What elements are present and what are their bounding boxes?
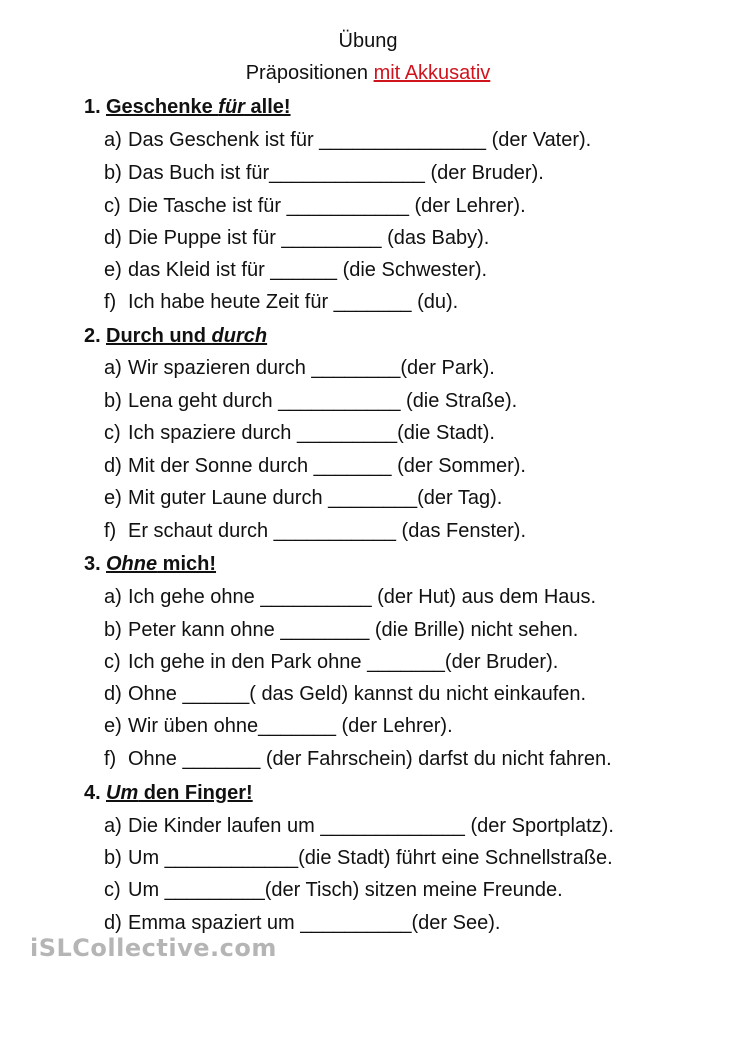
item-text: Ich habe heute Zeit für _______ (du). bbox=[128, 291, 459, 313]
exercise-item bbox=[104, 227, 489, 250]
item-label: c) bbox=[104, 422, 121, 444]
item-label: f) bbox=[104, 291, 117, 313]
section-title-part: mich! bbox=[157, 553, 217, 575]
exercise-item bbox=[104, 651, 558, 674]
item-label: d) bbox=[104, 683, 122, 705]
item-text: Ich gehe in den Park ohne _______(der Bruder). bbox=[128, 651, 559, 673]
item-text: Ohne ______( das Geld) kannst du nicht einkaufen. bbox=[128, 683, 587, 705]
section-title bbox=[106, 325, 267, 347]
item-text: Emma spaziert um __________(der See). bbox=[128, 912, 501, 934]
section-1-heading bbox=[84, 96, 291, 119]
item-label: b) bbox=[104, 619, 122, 641]
item-label: a) bbox=[104, 129, 122, 151]
exercise-item bbox=[104, 683, 586, 706]
section-title bbox=[106, 782, 253, 804]
exercise-item bbox=[104, 520, 526, 543]
exercise-item bbox=[104, 162, 544, 185]
subtitle-prefix: Präpositionen bbox=[245, 62, 374, 84]
exercise-item bbox=[104, 847, 613, 870]
section-title-part: Geschenke bbox=[106, 96, 219, 118]
section-3-heading bbox=[84, 553, 216, 576]
section-title-part: Ohne bbox=[106, 553, 158, 575]
item-text: Das Geschenk ist für _______________ (der Vater). bbox=[128, 129, 592, 151]
item-text: Ohne _______ (der Fahrschein) darfst du nicht fahren. bbox=[128, 748, 612, 770]
exercise-item bbox=[104, 195, 526, 218]
item-label: f) bbox=[104, 748, 117, 770]
section-title-part: Durch und bbox=[106, 325, 212, 347]
item-text: Lena geht durch ___________ (die Straße). bbox=[128, 390, 518, 412]
exercise-item bbox=[104, 259, 487, 282]
item-label: e) bbox=[104, 715, 122, 737]
item-text: Mit guter Laune durch ________(der Tag). bbox=[128, 487, 503, 509]
exercise-item bbox=[104, 879, 563, 902]
exercise-item bbox=[104, 586, 596, 609]
item-label: a) bbox=[104, 586, 122, 608]
item-label: a) bbox=[104, 357, 122, 379]
section-title-part: alle! bbox=[244, 96, 291, 118]
section-title bbox=[106, 96, 291, 118]
item-label: d) bbox=[104, 455, 122, 477]
item-label: d) bbox=[104, 912, 122, 934]
section-number: 3. bbox=[84, 553, 101, 575]
item-label: c) bbox=[104, 195, 121, 217]
section-title-part: den Finger! bbox=[138, 782, 253, 804]
exercise-item bbox=[104, 815, 614, 838]
exercise-item bbox=[104, 487, 502, 510]
item-text: Ich gehe ohne __________ (der Hut) aus dem Haus. bbox=[128, 586, 597, 608]
item-label: e) bbox=[104, 487, 122, 509]
section-number: 2. bbox=[84, 325, 101, 347]
page-subtitle bbox=[0, 62, 736, 85]
exercise-item bbox=[104, 291, 458, 314]
item-label: b) bbox=[104, 847, 122, 869]
section-title bbox=[106, 553, 216, 575]
item-text: Die Kinder laufen um _____________ (der Sportplatz). bbox=[128, 815, 614, 837]
item-text: Wir üben ohne_______ (der Lehrer). bbox=[128, 715, 453, 737]
item-text: Um ____________(die Stadt) führt eine Schnellstraße. bbox=[128, 847, 613, 869]
exercise-item bbox=[104, 715, 453, 738]
item-label: d) bbox=[104, 227, 122, 249]
subtitle-highlight: mit Akkusativ bbox=[373, 62, 491, 84]
exercise-item bbox=[104, 357, 495, 380]
exercise-item bbox=[104, 619, 578, 642]
exercise-item bbox=[104, 912, 500, 935]
item-text: Mit der Sonne durch _______ (der Sommer). bbox=[128, 455, 526, 477]
item-text: das Kleid ist für ______ (die Schwester). bbox=[128, 259, 488, 281]
watermark: iSLCollective.com bbox=[30, 934, 277, 962]
exercise-item bbox=[104, 748, 612, 771]
section-2-heading bbox=[84, 325, 267, 348]
item-label: b) bbox=[104, 162, 122, 184]
item-text: Ich spaziere durch _________(die Stadt). bbox=[128, 422, 495, 444]
exercise-item bbox=[104, 422, 495, 445]
section-number: 4. bbox=[84, 782, 101, 804]
section-title-part: durch bbox=[211, 325, 268, 347]
section-4-heading bbox=[84, 782, 253, 805]
item-text: Wir spazieren durch ________(der Park). bbox=[128, 357, 495, 379]
section-title-part: für bbox=[218, 96, 245, 118]
item-label: c) bbox=[104, 651, 121, 673]
exercise-item bbox=[104, 455, 526, 478]
exercise-item bbox=[104, 390, 517, 413]
item-label: b) bbox=[104, 390, 122, 412]
section-number: 1. bbox=[84, 96, 101, 118]
item-text: Die Puppe ist für _________ (das Baby). bbox=[128, 227, 490, 249]
item-text: Die Tasche ist für ___________ (der Lehrer). bbox=[128, 195, 526, 217]
exercise-item bbox=[104, 129, 591, 152]
page-title: Übung bbox=[338, 30, 398, 52]
item-label: f) bbox=[104, 520, 117, 542]
section-title-part: Um bbox=[106, 782, 139, 804]
item-label: e) bbox=[104, 259, 122, 281]
item-text: Um _________(der Tisch) sitzen meine Freunde. bbox=[128, 879, 563, 901]
item-text: Das Buch ist für______________ (der Bruder). bbox=[128, 162, 544, 184]
item-text: Er schaut durch ___________ (das Fenster). bbox=[128, 520, 527, 542]
item-text: Peter kann ohne ________ (die Brille) nicht sehen. bbox=[128, 619, 579, 641]
item-label: c) bbox=[104, 879, 121, 901]
item-label: a) bbox=[104, 815, 122, 837]
